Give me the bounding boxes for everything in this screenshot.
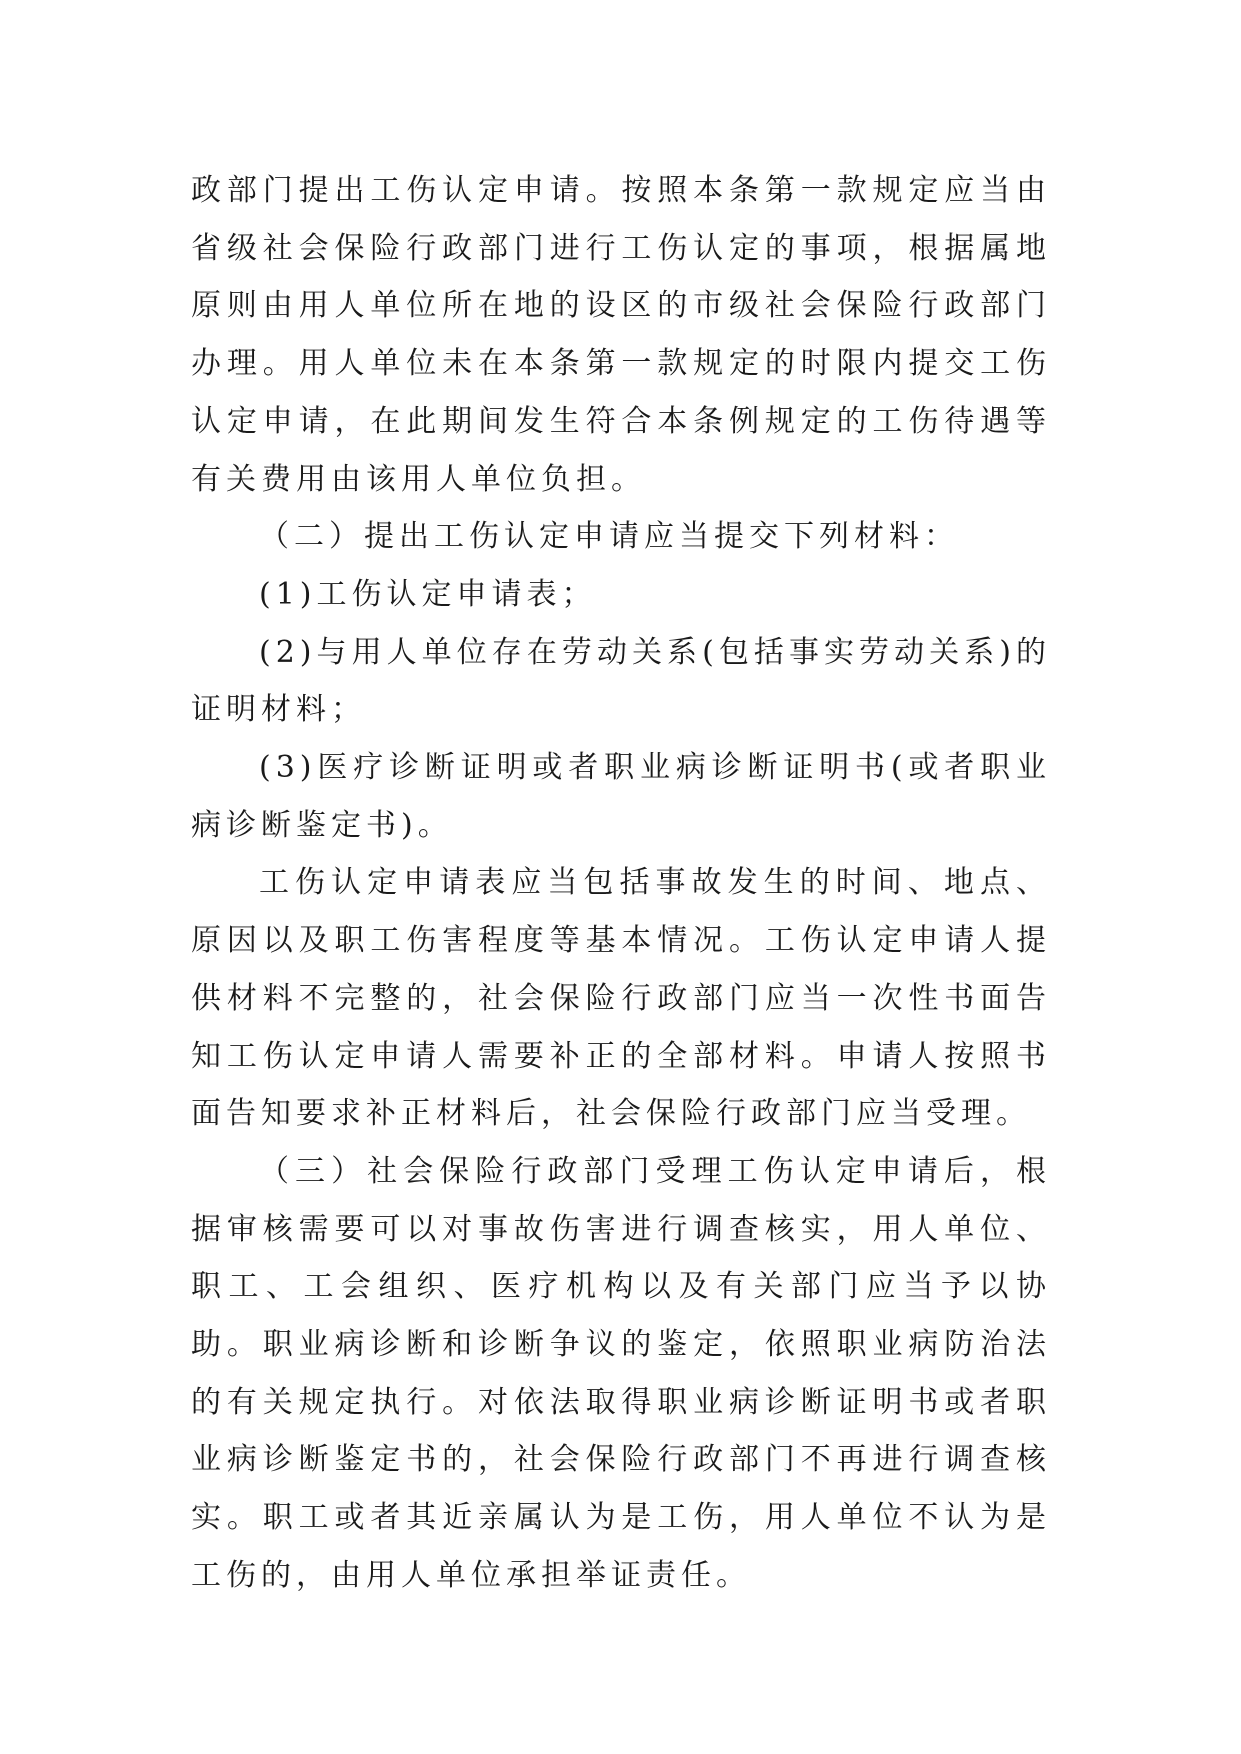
paragraph-item-3: (3)医疗诊断证明或者职业病诊断证明书(或者职业病诊断鉴定书)。 — [191, 750, 1051, 843]
paragraph-item-2: (2)与用人单位存在劳动关系(包括事实劳动关系)的证明材料； — [191, 634, 1051, 728]
paragraph-continuation: 政部门提出工伤认定申请。按照本条第一款规定应当由省级社会保险行政部门进行工伤认定的事项，根据属地原则由用人单位所在地的设区的市级社会保险行政部门办理。用人单位未在本条第一款规定的时限内提交工伤认定申请，在此期间发生符合本条例规定的工伤待遇等有关费用由该用人单位负担。 — [191, 173, 1051, 497]
paragraph-application-form: 工伤认定申请表应当包括事故发生的时间、地点、原因以及职工伤害程度等基本情况。工伤认定申请人提供材料不完整的，社会保险行政部门应当一次性书面告知工伤认定申请人需要补正的全部材料。申请人按照书面告知要求补正材料后，社会保险行政部门应当受理。 — [191, 865, 1051, 1132]
paragraph-section-two-heading: （二）提出工伤认定申请应当提交下列材料： — [259, 519, 959, 555]
paragraph-item-1: (1)工伤认定申请表； — [259, 576, 597, 612]
document-body — [191, 162, 1051, 1605]
paragraph-section-three: （三）社会保险行政部门受理工伤认定申请后，根据审核需要可以对事故伤害进行调查核实，用人单位、职工、工会组织、医疗机构以及有关部门应当予以协助。职业病诊断和诊断争议的鉴定，依照职业病防治法的有关规定执行。对依法取得职业病诊断证明书或者职业病诊断鉴定书的，社会保险行政部门不再进行调查核实。职工或者其近亲属认为是工伤，用人单位不认为是工伤的，由用人单位承担举证责任。 — [191, 1153, 1051, 1593]
